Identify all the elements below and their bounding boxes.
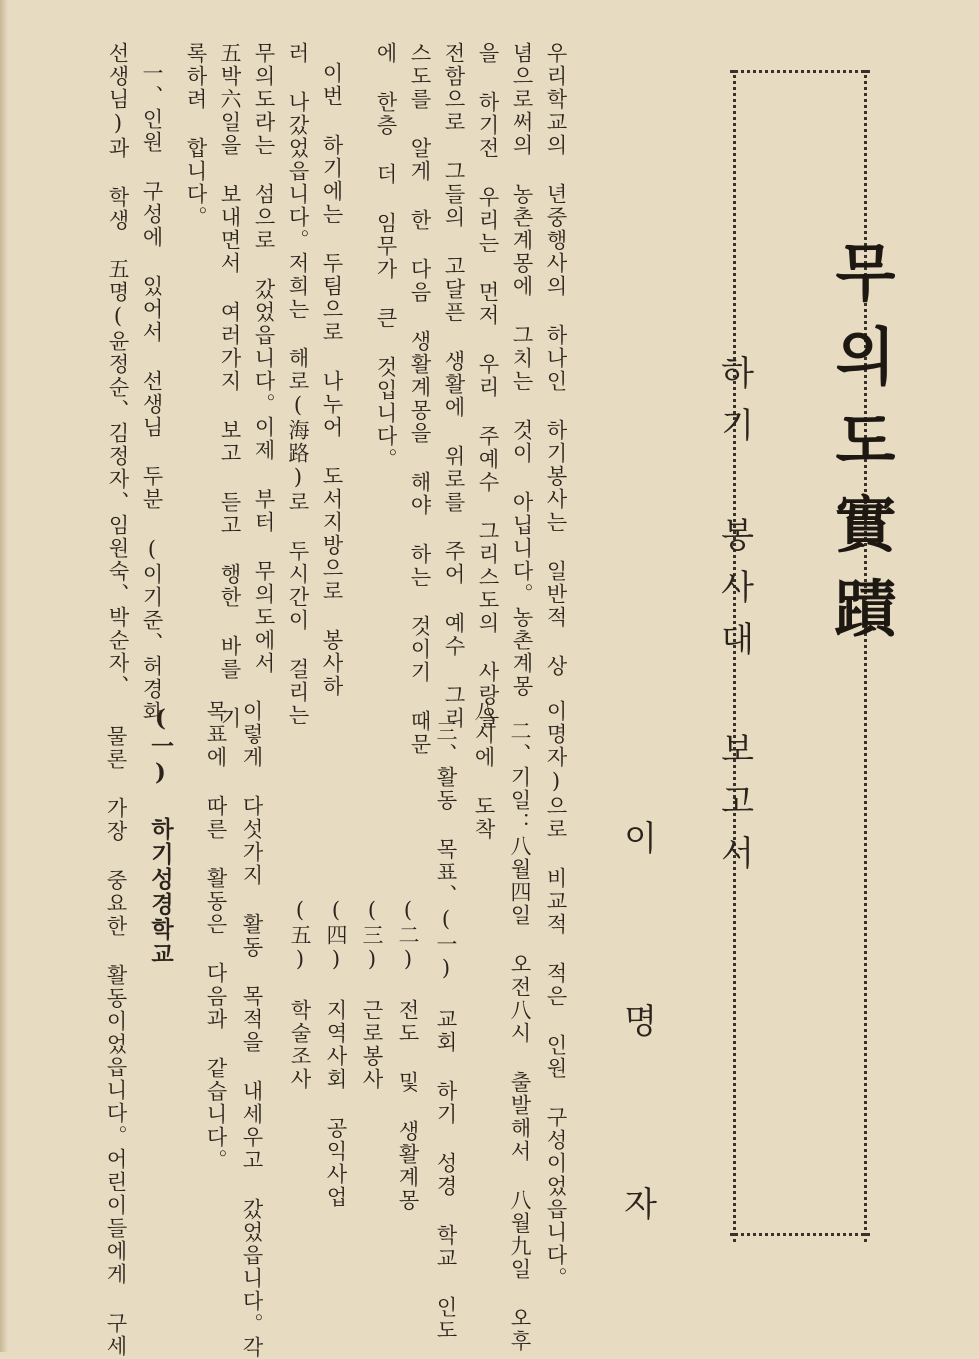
body-lower-3: 八시에 도착 bbox=[472, 700, 496, 841]
body-line-9: 무의도라는 섬으로 갔었읍니다。이제 부터 무의도에서 bbox=[252, 42, 276, 675]
body-lower-12: 물론 가장 중요한 활동이었읍니다。어린이들에게 구세 bbox=[104, 725, 128, 1358]
body-line-8: 러 나갔었읍니다。저희는 해로(海路)로 두시간이 걸리는 bbox=[286, 42, 310, 727]
body-line-2: 념으로써의 농촌계몽에 그치는 것이 아닙니다。농촌계몽 bbox=[510, 42, 534, 698]
article-subtitle: 하기 봉사대 보고서 bbox=[714, 355, 754, 887]
body-lower-4: 三、활동 목표、(一) 교회 하기 성경 학교 인도 bbox=[434, 720, 458, 1342]
body-line-1: 우리학교의 년중행사의 하나인 하기봉사는 일반적 상 bbox=[544, 42, 568, 678]
body-lower-5: (二) 전도 및 생활계몽 bbox=[396, 898, 420, 1212]
body-line-12: 一、인원 구성에 있어서 선생님 두분 (이기준、허경화 bbox=[140, 62, 164, 724]
body-line-3: 을 하기전 우리는 먼저 우리 주예수 그리스도의 사랑을 bbox=[476, 42, 500, 730]
body-line-7: 이번 하기에는 두팀으로 나누어 도서지방으로 봉사하 bbox=[320, 62, 344, 698]
page-fold-shadow bbox=[0, 0, 8, 1352]
body-lower-7: (四) 지역사회 공익사업 bbox=[324, 898, 348, 1209]
body-line-4: 전함으로 그들의 고달픈 생활에 위로를 주어 예수 그리 bbox=[442, 42, 466, 730]
body-lower-8: (五) 학술조사 bbox=[288, 898, 312, 1091]
article-title: 무의도實蹟 bbox=[824, 240, 897, 660]
body-lower-10: 목표에 따른 활동은 다음과 같습니다。 bbox=[204, 700, 228, 1172]
body-line-10: 五박六일을 보내면서 여러가지 보고 듣고 행한 바를 기 bbox=[218, 42, 242, 730]
body-line-5: 스도를 알게 한 다음 생활계몽을 해야 하는 것이기 때문 bbox=[408, 42, 432, 756]
body-lower-9: 이렇게 다섯가지 활동 목적을 내세우고 갔었읍니다。각 bbox=[240, 700, 264, 1359]
body-lower-2: 二、기일：八월四일 오전八시 출발해서 八월九일 오후 bbox=[508, 720, 532, 1353]
body-line-13: 선생님)과 학생 五명(윤정순、김정자、임원숙、박순자、 bbox=[106, 42, 130, 698]
body-line-6: 에 한층 더 임무가 큰 것입니다。 bbox=[374, 42, 398, 471]
body-line-11: 록하려 합니다。 bbox=[184, 42, 208, 229]
article-author: 이 명 자 bbox=[617, 820, 657, 1220]
body-lower-1: 이명자)으로 비교적 적은 인원 구성이었읍니다。 bbox=[544, 700, 568, 1290]
body-lower-6: (三) 근로봉사 bbox=[360, 898, 384, 1091]
section-heading: (一) 하기성경학교 bbox=[147, 705, 174, 967]
